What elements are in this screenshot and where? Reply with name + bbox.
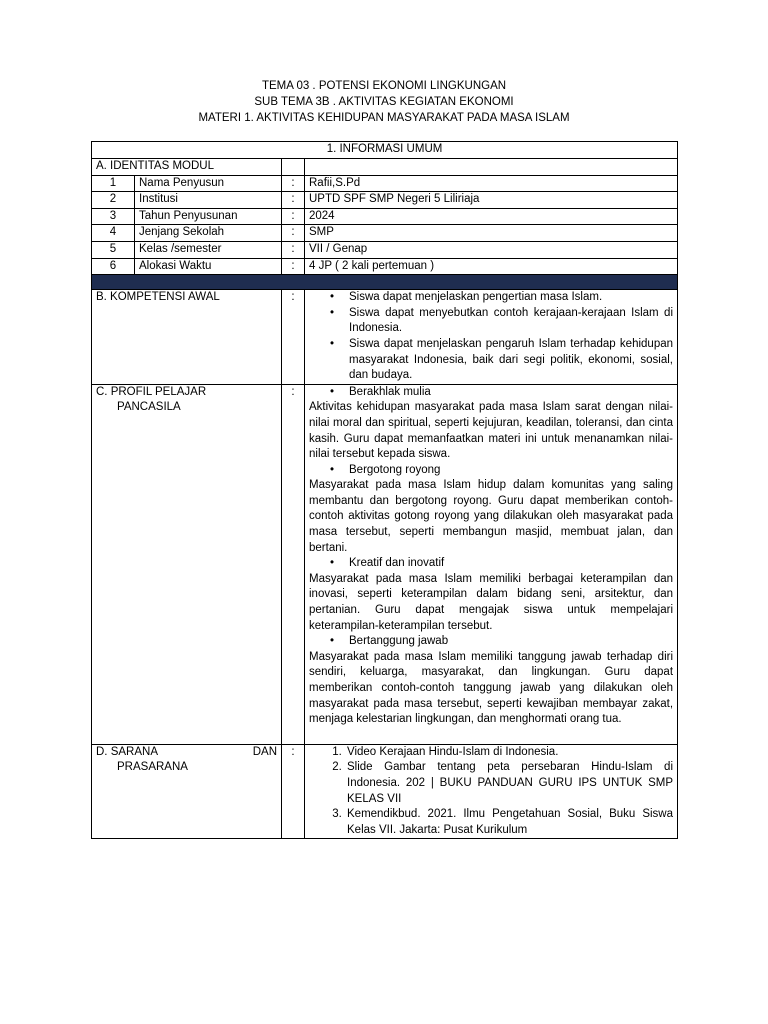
sarana-content	[305, 744, 678, 839]
sarana-label	[92, 744, 282, 839]
profil-item-heading: • Berakhlak mulia	[309, 385, 673, 401]
row-label: Tahun Penyusunan	[135, 208, 282, 225]
sarana-label-line-2: PRASARANA	[117, 761, 188, 774]
row-label: Institusi	[135, 192, 282, 209]
row-value: UPTD SPF SMP Negeri 5 Liliriaja	[305, 192, 678, 209]
kompetensi-row	[92, 290, 678, 385]
table-row	[92, 258, 678, 275]
list-item: 3. Kemendikbud. 2021. Ilmu Pengetahuan Sosial, Buku Siswa Kelas VII. Jakarta: Pusat Kurikulum	[345, 807, 673, 838]
module-table	[91, 141, 678, 839]
row-number: 6	[92, 258, 135, 275]
row-number: 3	[92, 208, 135, 225]
row-value: VII / Genap	[305, 241, 678, 258]
row-colon: :	[282, 258, 305, 275]
table-row	[92, 208, 678, 225]
sarana-label-right: DAN	[252, 745, 277, 758]
row-colon: :	[282, 241, 305, 258]
row-colon: :	[282, 208, 305, 225]
title-line-1: TEMA 03 . POTENSI EKONOMI LINGKUNGAN	[261, 80, 507, 92]
profil-label-line-1: C. PROFIL PELAJAR	[96, 385, 207, 398]
row-number: 2	[92, 192, 135, 209]
profil-item-text: Masyarakat pada masa Islam hidup dalam komunitas yang saling membantu dan bergotong royong. Guru dapat memberikan contoh-contoh aktivitas gotong royong yang dilakukan oleh masyarakat pada masa tersebut, seperti membangun masjid, membuat jalan, dan bertani.	[309, 479, 674, 554]
profil-item-text: Masyarakat pada masa Islam memiliki berbagai keterampilan dan inovasi, seperti keterampilan dalam bidang seni, arsitektur, dan pertanian. Guru dapat mengajak siswa untuk mempelajari keterampilan-keterampilan tersebut.	[309, 572, 674, 632]
row-value: SMP	[305, 225, 678, 242]
row-colon: :	[282, 192, 305, 209]
row-label: Alokasi Waktu	[135, 258, 282, 275]
section-header-row	[92, 142, 678, 159]
kompetensi-label: B. KOMPETENSI AWAL	[92, 290, 282, 385]
table-row	[92, 175, 678, 192]
profil-item-text: Masyarakat pada masa Islam memiliki tanggung jawab terhadap diri sendiri, keluarga, masyarakat, dan lingkungan. Guru dapat memberikan contoh-contoh tanggung jawab yang dilakukan oleh masyarakat pada masa tersebut, seperti kewajiban membayar zakat, menjaga kelestarian lingkungan, dan menghormati orang tua.	[309, 650, 674, 726]
table-row	[92, 241, 678, 258]
row-colon: :	[282, 175, 305, 192]
identitas-heading-row	[92, 159, 678, 176]
profil-item-text: Aktivitas kehidupan masyarakat pada masa Islam sarat dengan nilai-nilai moral dan spiritual, seperti kejujuran, keadilan, toleransi, dan cinta kasih. Guru dapat memanfaatkan materi ini untuk menanamkan nilai-nilai tersebut kepada siswa.	[309, 401, 674, 461]
kompetensi-content	[305, 290, 678, 385]
identitas-heading: A. IDENTITAS MODUL	[92, 159, 282, 176]
list-item: 2. Slide Gambar tentang peta persebaran Hindu-Islam di Indonesia. 202 | BUKU PANDUAN GURU IPS UNTUK SMP KELAS VII	[345, 760, 673, 807]
list-item: • Siswa dapat menjelaskan pengertian masa Islam.	[349, 290, 673, 306]
profil-item-heading: • Bergotong royong	[309, 463, 673, 479]
row-label: Nama Penyusun	[135, 175, 282, 192]
section-title: 1. INFORMASI UMUM	[92, 142, 678, 159]
profil-label	[92, 384, 282, 744]
list-item: • Siswa dapat menyebutkan contoh kerajaan-kerajaan Islam di Indonesia.	[349, 306, 673, 337]
table-row	[92, 225, 678, 242]
list-item: 1. Video Kerajaan Hindu-Islam di Indonesia.	[345, 745, 673, 761]
profil-row	[92, 384, 678, 744]
list-item: • Siswa dapat menjelaskan pengaruh Islam terhadap kehidupan masyarakat Indonesia, baik dari segi politik, ekonomi, sosial, dan budaya.	[349, 337, 673, 384]
document-title	[0, 78, 768, 126]
row-label: Jenjang Sekolah	[135, 225, 282, 242]
row-colon: :	[282, 290, 305, 385]
profil-label-line-2: PANCASILA	[117, 401, 181, 414]
table-row	[92, 192, 678, 209]
row-value: 2024	[305, 208, 678, 225]
row-number: 4	[92, 225, 135, 242]
title-line-2: SUB TEMA 3B . AKTIVITAS KEGIATAN EKONOMI	[254, 96, 514, 108]
sarana-row	[92, 744, 678, 839]
divider-bar	[92, 275, 678, 290]
row-value: Rafii,S.Pd	[305, 175, 678, 192]
row-value: 4 JP ( 2 kali pertemuan )	[305, 258, 678, 275]
sarana-label-left: D. SARANA	[96, 745, 158, 758]
row-number: 5	[92, 241, 135, 258]
row-colon: :	[282, 744, 305, 839]
row-number: 1	[92, 175, 135, 192]
row-colon: :	[282, 225, 305, 242]
kompetensi-list	[309, 290, 673, 384]
profil-content	[305, 384, 678, 744]
row-colon: :	[282, 384, 305, 744]
sarana-list	[309, 745, 673, 839]
profil-item-heading: • Kreatif dan inovatif	[309, 556, 673, 572]
title-line-3: MATERI 1. AKTIVITAS KEHIDUPAN MASYARAKAT PADA MASA ISLAM	[198, 112, 570, 124]
row-label: Kelas /semester	[135, 241, 282, 258]
profil-item-heading: • Bertanggung jawab	[309, 634, 673, 650]
